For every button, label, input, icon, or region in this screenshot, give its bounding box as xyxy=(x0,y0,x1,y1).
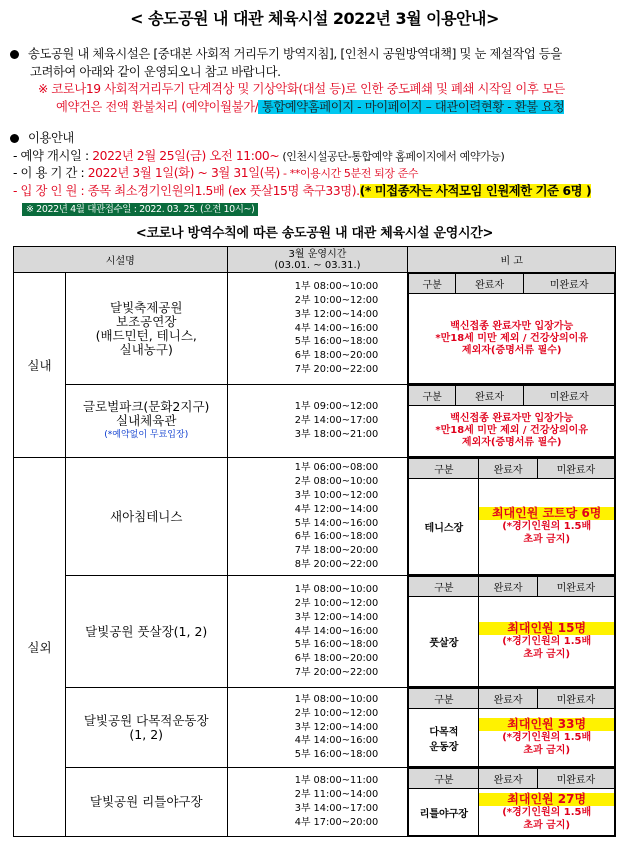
facility-label: 테니스장 xyxy=(409,479,479,575)
time-slot: 1부 06:00~08:00 xyxy=(294,462,379,474)
open-date-label: - 예약 개시일 : xyxy=(13,148,93,163)
facility-name: 달빛축제공원 보조공연장 (배드민턴, 테니스, 실내농구) xyxy=(65,273,227,385)
time-slot: 2부 10:00~12:00 xyxy=(294,707,379,719)
facility-name: 새아침테니스 xyxy=(65,458,227,576)
usage-heading: 이용안내 xyxy=(28,131,74,145)
time-slot: 1부 08:00~10:00 xyxy=(294,694,379,705)
time-slot: 5부 16:00~18:00 xyxy=(294,639,379,651)
open-date-value: 2022년 2월 25일(금) 오전 11:00~ xyxy=(92,148,280,163)
time-slot: 6부 16:00~18:00 xyxy=(294,531,379,543)
time-slot: 2부 14:00~17:00 xyxy=(294,415,379,427)
max-capacity: 최대인원 15명 (*경기인원의 1.5배 초과 금지) xyxy=(479,597,615,687)
time-slot: 7부 20:00~22:00 xyxy=(294,363,379,375)
usage-section xyxy=(10,130,622,218)
max-capacity: 최대인원 33명 (*경기인원의 1.5배 초과 금지) xyxy=(479,709,615,767)
time-slot: 8부 20:00~22:00 xyxy=(294,558,379,570)
time-slot: 3부 18:00~21:00 xyxy=(294,428,379,440)
time-slot: 3부 12:00~14:00 xyxy=(294,721,379,733)
vaccine-note: 백신접종 완료자만 입장가능 *만18세 미만 제외 / 건강상의이유 제외자(증명서류 필수) xyxy=(409,294,615,384)
note-cell: 구분 완료자 미완료자 다목적 운동장 최대인원 33명 (*경기인원의 1.5배 초과 금지) xyxy=(408,688,616,768)
intro-line-2: 고려하여 아래와 같이 운영되오니 참고 바랍니다. xyxy=(30,64,281,79)
time-slot: 3부 10:00~12:00 xyxy=(294,489,379,501)
time-slot: 1부 09:00~12:00 xyxy=(294,401,379,413)
time-slot: 1부 08:00~10:00 xyxy=(294,281,379,293)
entry-unvaccinated-note: (* 미접종자는 사적모임 인원제한 기준 6명 ) xyxy=(359,183,592,198)
category-outdoor: 실외 xyxy=(14,458,66,837)
table-title: <코로나 방역수칙에 따른 송도공원 내 대관 체육시설 운영시간> xyxy=(135,226,494,241)
time-slot: 5부 14:00~16:00 xyxy=(294,517,379,529)
time-slot: 6부 18:00~20:00 xyxy=(294,350,379,362)
period-value: 2022년 3월 1일(화) ~ 3월 31일(목) xyxy=(87,166,280,180)
entry-text: - 입 장 인 원 : 종목 최소경기인원의1.5배 (ex 풋살15명 축구33명). xyxy=(13,183,360,198)
intro-section xyxy=(10,46,622,116)
time-slot: 1부 08:00~11:00 xyxy=(294,775,379,787)
time-slots xyxy=(227,688,408,768)
max-capacity: 최대인원 코트당 6명 (*경기인원의 1.5배 초과 금지) xyxy=(479,479,615,575)
time-slots xyxy=(227,273,408,385)
open-date-note: (인천시설공단-통합예약 홈페이지에서 예약가능) xyxy=(279,149,505,163)
time-slot: 7부 18:00~20:00 xyxy=(294,545,379,557)
max-capacity: 최대인원 27명 (*경기인원의 1.5배 초과 금지) xyxy=(479,789,615,836)
facility-label: 풋살장 xyxy=(409,597,479,687)
time-slot: 3부 14:00~17:00 xyxy=(294,803,379,814)
facility-label: 리틀야구장 xyxy=(409,789,479,836)
facility-name: 달빛공원 다목적운동장 (1, 2) xyxy=(65,688,227,768)
facility-label: 다목적 운동장 xyxy=(409,709,479,767)
time-slot: 4부 12:00~14:00 xyxy=(294,503,379,515)
bullet-icon xyxy=(10,134,19,143)
period-note: - **이용시간 5분전 퇴장 준수 xyxy=(279,167,419,180)
time-slot: 4부 14:00~16:00 xyxy=(294,735,379,747)
time-slots xyxy=(227,458,408,576)
time-slots xyxy=(227,768,408,837)
note-cell: 구분 완료자 미완료자 테니스장 최대인원 코트당 6명 (*경기인원의 1.5배 초과 금지) xyxy=(408,458,616,576)
time-slot: 5부 16:00~18:00 xyxy=(294,336,379,348)
april-reservation-tag: ※ 2022년 4월 대관접수일 : 2022. 03. 25. (오전 10시~) xyxy=(22,203,258,216)
intro-refund-link-text: 통합예약홈페이지 - 마이페이지 – 대관이력현황 - 환불 요청 xyxy=(258,99,565,114)
time-slot: 4부 17:00~20:00 xyxy=(294,816,379,828)
note-cell: 구분 완료자 미완료자 백신접종 완료자만 입장가능 *만18세 미만 제외 / 건강상의이유 제외자(증명서류 필수) xyxy=(408,385,616,458)
time-slot: 2부 08:00~10:00 xyxy=(294,476,379,488)
time-slot: 4부 14:00~16:00 xyxy=(294,625,379,637)
time-slot: 2부 11:00~14:00 xyxy=(294,789,379,801)
time-slot: 2부 10:00~12:00 xyxy=(294,598,379,609)
period-label: - 이 용 기 간 : xyxy=(13,166,88,180)
note-cell: 구분 완료자 미완료자 백신접종 완료자만 입장가능 *만18세 미만 제외 / 건강상의이유 제외자(증명서류 필수) xyxy=(408,273,616,385)
intro-refund-text: 예약건은 전액 환불처리 (예약이월불가/ xyxy=(56,99,259,114)
time-slots xyxy=(227,576,408,688)
time-slot: 7부 20:00~22:00 xyxy=(294,666,379,678)
vaccine-note: 백신접종 완료자만 입장가능 *만18세 미만 제외 / 건강상의이유 제외자(증명서류 필수) xyxy=(409,406,615,457)
time-slot: 1부 08:00~10:00 xyxy=(294,584,379,596)
time-slot: 5부 16:00~18:00 xyxy=(294,749,379,761)
header-note: 비 고 xyxy=(408,247,616,273)
time-slot: 6부 18:00~20:00 xyxy=(294,653,379,665)
facility-name: 글로벌파크(문화2지구) 실내체육관 (*예약없이 무료입장) xyxy=(65,385,227,458)
time-slot: 2부 10:00~12:00 xyxy=(294,295,379,306)
time-slot: 4부 14:00~16:00 xyxy=(294,322,379,334)
bullet-icon xyxy=(10,50,19,59)
intro-line-1: 송도공원 내 체육시설은 [중대본 사회적 거리두기 방역지침], [인천시 공원방역대책] 및 눈 제설작업 등을 xyxy=(28,47,562,61)
time-slot: 3부 12:00~14:00 xyxy=(294,308,379,320)
header-hours: 3월 운영시간 (03.01. ~ 03.31.) xyxy=(227,247,408,273)
time-slots xyxy=(227,385,408,458)
facility-name: 달빛공원 리틀야구장 xyxy=(65,768,227,837)
facility-name: 달빛공원 풋살장(1, 2) xyxy=(65,576,227,688)
category-indoor: 실내 xyxy=(14,273,66,458)
schedule-table xyxy=(13,246,616,837)
note-cell: 구분 완료자 미완료자 리틀야구장 최대인원 27명 (*경기인원의 1.5배 초과 금지) xyxy=(408,768,616,837)
intro-warning-line: ※ 코로나19 사회적거리두기 단계격상 및 기상악화(대설 등)로 인한 중도폐쇄 및 폐쇄 시작일 이후 모든 xyxy=(38,82,565,96)
time-slot: 3부 12:00~14:00 xyxy=(294,611,379,623)
page-title: < 송도공원 내 대관 체육시설 2022년 3월 이용안내> xyxy=(130,9,499,28)
note-cell: 구분 완료자 미완료자 풋살장 최대인원 15명 (*경기인원의 1.5배 초과 금지) xyxy=(408,576,616,688)
header-facility: 시설명 xyxy=(14,247,228,273)
